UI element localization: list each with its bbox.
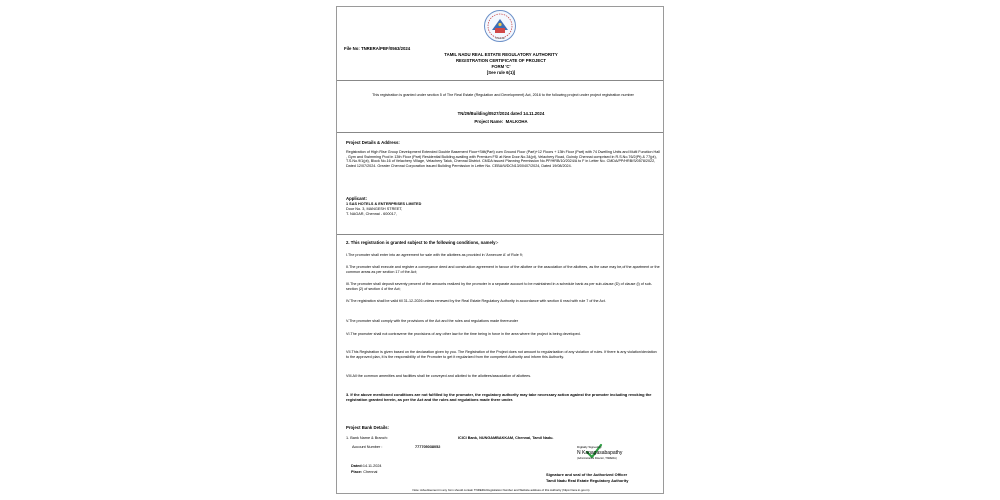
- digital-sign-label: Digitally Signed by: [577, 445, 602, 449]
- logo-caption: Chennai: [495, 37, 505, 40]
- applicant-address-line1: Door No. 3, MANGESH STREET,: [346, 207, 403, 211]
- bank-branch-label: 1. Bank Name & Branch:: [346, 436, 388, 440]
- certificate-title: REGISTRATION CERTIFICATE OF PROJECT: [455, 58, 547, 63]
- conditions-heading: 2. This registration is granted subject to the following conditions, namely:-: [346, 240, 499, 245]
- condition-item: V.The promoter shall comply with the provisions of the Act and the rules and regulations made thereunder: [346, 319, 519, 323]
- condition-item: IV.The registration shall be valid till 31-12-2026 unless renewed by the Real Estate Regulatory Authority in accordance with section 6 read with rule 7 of the Act.: [346, 299, 606, 303]
- condition-item: III.The promoter shall deposit seventy percent of the amounts realized by the promoter in a separate account to be maintained in a schedule bank as per sub-clause (D) of clause (l) of sub-section (2) of section 4 of the Act;: [346, 282, 653, 291]
- form-label: FORM 'C': [491, 64, 511, 69]
- signature-line1: Signature and seal of the Authorized Officer: [546, 472, 628, 477]
- signer-name: N Kanagasabapathy: [577, 450, 623, 456]
- divider: [337, 234, 663, 235]
- applicant-address-line2: T. NAGAR, Chennai - 600017,: [346, 212, 397, 216]
- place-label: Place:: [351, 470, 363, 474]
- bank-branch-value: ICICI Bank, NUNGAMBAKKAM, Chennai, Tamil Nadu.: [458, 436, 554, 440]
- project-name-label: Project Name:: [474, 119, 504, 124]
- place-value: Chennai: [363, 470, 378, 474]
- file-number: File No: TNRERA/PBF/0563/2024: [344, 46, 411, 51]
- condition-item: II.The promoter shall execute and register a conveyance deed and construction agreement in favour of the allottee or the association of the allottees, as the case may be,of the apartment or the common areas as per section 17 of the Act;: [346, 265, 660, 274]
- condition-item: VII.This Registration is given based on the declaration given by you. The Registration of the Project does not amount to regularization of any violation of rules. If there is any violation/deviation to the approved plan, it is the responsibility of the Promoter to get it regularized from the competent Authority and inform this Authority.: [346, 350, 657, 359]
- advertisement-note: Note: Advertisement in any form should contain TNRERA Registration Number and Website address of this Authority (https://rera.tn.gov.in): [412, 488, 590, 492]
- certificate-page: [336, 6, 664, 494]
- condition-item: I.The promoter shall enter into an agreement for sale with the allottees as provided in 'Annexure A' of Rule 9;: [346, 253, 523, 257]
- place-line: [351, 470, 377, 474]
- divider: [337, 80, 663, 81]
- rule-label: [See rule 6(1)]: [486, 70, 516, 75]
- intro-text: This registration is granted under section 5 of The Real Estate (Regulation and Development) Act, 2016 to the following project under project registration number: [372, 93, 634, 97]
- account-label: Account Number :: [352, 445, 383, 449]
- registration-number: TN/29/Building/0527/2024 dated 14.11.2024: [457, 111, 545, 116]
- dated-label: Dated:: [351, 464, 363, 468]
- tnrera-logo-icon: [483, 9, 517, 43]
- signature-line2: Tamil Nadu Real Estate Regulatory Authority: [546, 478, 629, 483]
- divider: [337, 132, 663, 133]
- applicant-heading: Applicant:: [346, 196, 368, 201]
- project-details-heading: Project Details & Address:: [346, 140, 400, 145]
- dated-line: [351, 464, 382, 468]
- project-details-text: Registration of High Rise Group Development Extended Double Basement Floor+Stilt(Part) cum Ground Floor (Part)+12 Floors + 13th Floor (Part) with 74 Dwelling Units and Multi Function Hall , Gym and Swimming Pool in 13th Floor (Part) Residential Building availing with Premium FSI at New Door.No.34(pt), Velachery Road, Guindy Chennai comprised in R.S.No.76/2(Pt) & 77(pt), T.S.No.9/1(pt), Block No.16 of Velachery Village, Velachery Taluk, Chennai District. CMDA issued Planning Permission No.PP/HRB/10/2024/A to F in Letter No. CMDA/PP/HRB/S/0578/2022, Dated 12/07/2024. Greater Chennai Corporation issued Building Permission in Letter No. CEBA/WDCN13/00407/2024, Dated 19/08/2024.: [346, 150, 660, 168]
- bank-heading: Project Bank Details:: [346, 425, 389, 430]
- clause-3: 3. If the above mentioned conditions are not fulfilled by the promoter, the regulatory authority may take necessary action against the promoter including revoking the registration granted herein, as per the Act and the rules and regulations made there under.: [346, 393, 652, 402]
- applicant-name: 1 SAS HOTELS & ENTERPRISES LIMITED: [346, 202, 422, 206]
- authority-title: TAMIL NADU REAL ESTATE REGULATORY AUTHORITY: [444, 52, 558, 57]
- dated-value: 14.11.2024: [362, 464, 382, 468]
- signer-role: (Administrative Director, TNRERA): [577, 457, 617, 460]
- condition-item: VI.The promoter shall not contravene the provisions of any other law for the time being in force in the area where the project is being developed.: [346, 332, 581, 336]
- project-name-line: [337, 119, 665, 124]
- account-number: 777705038052: [415, 445, 441, 449]
- project-name: MALKOHA: [505, 119, 528, 124]
- condition-item: VIII.All the common amenities and facilities shall be conveyed and allotted to the allottees/association of allottees.: [346, 374, 532, 378]
